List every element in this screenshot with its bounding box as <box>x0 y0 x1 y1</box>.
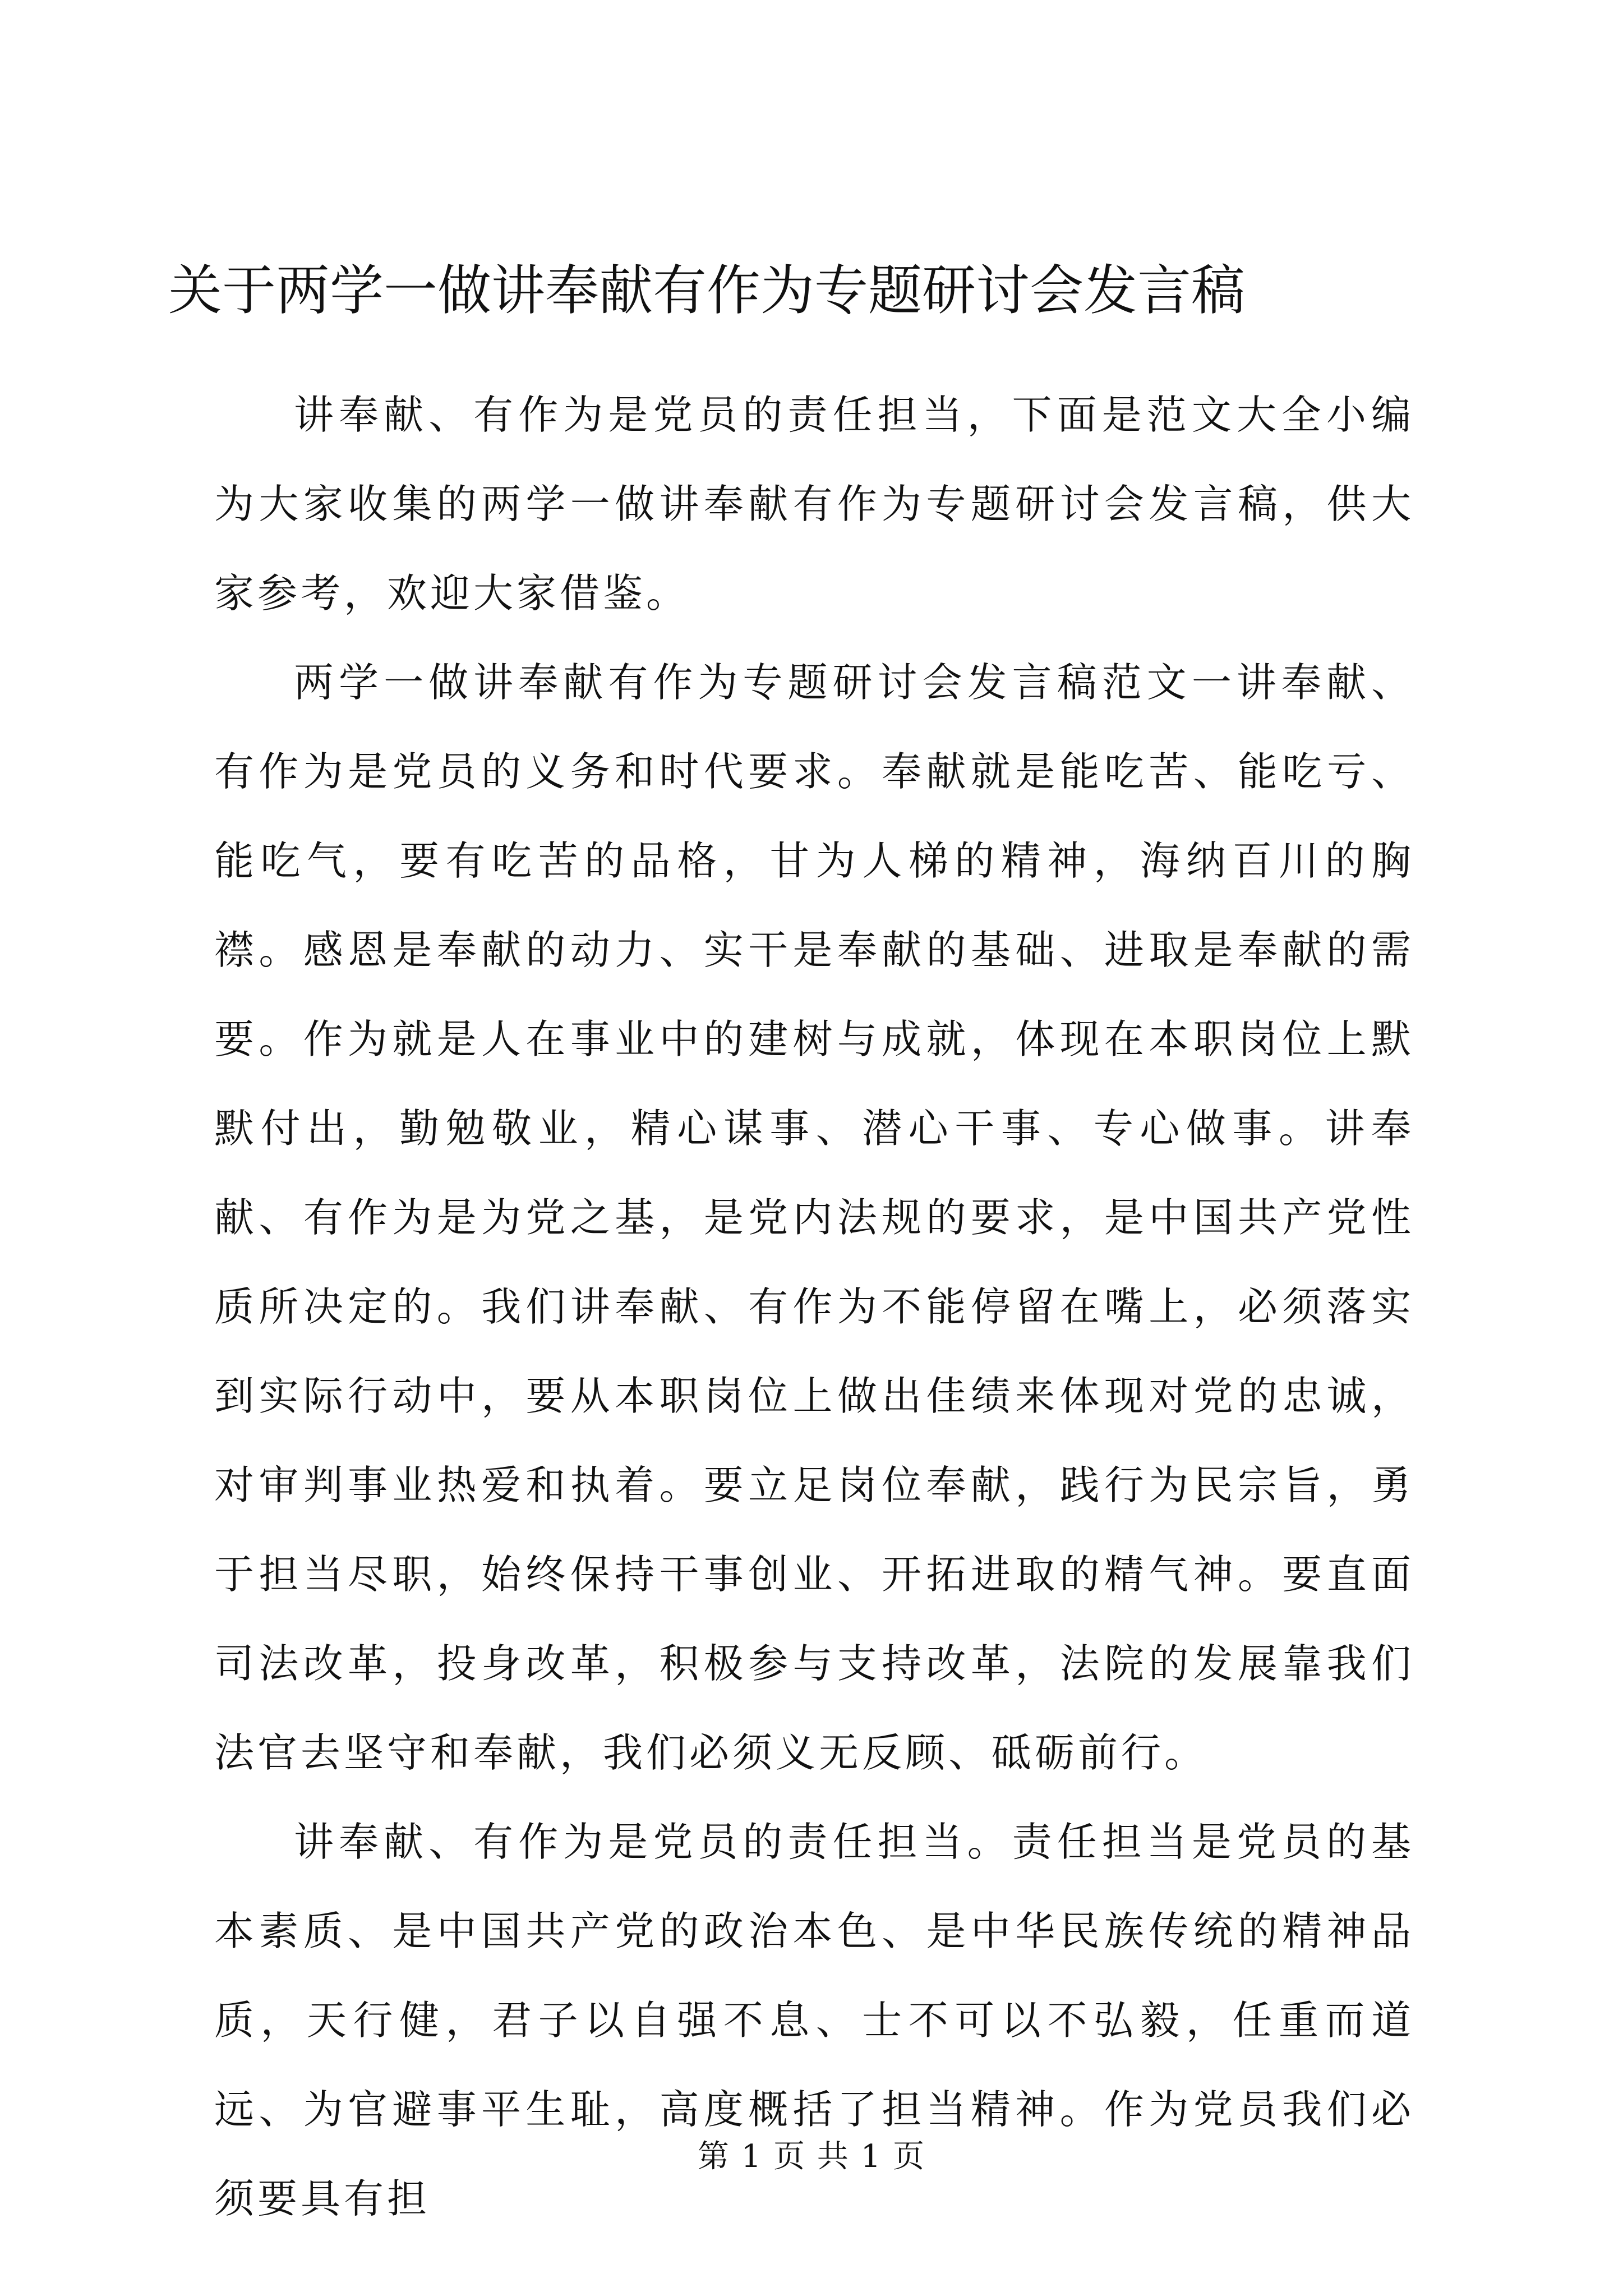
document-body <box>214 370 1414 2243</box>
document-title: 关于两学一做讲奉献有作为专题研讨会发言稿 <box>168 259 1245 322</box>
paragraph-intro: 讲奉献、有作为是党员的责任担当，下面是范文大全小编为大家收集的两学一做讲奉献有作为专题研讨会发言稿，供大家参考，欢迎大家借鉴。 <box>214 392 1414 616</box>
page-number-footer: 第 1 页 共 1 页 <box>697 2138 926 2175</box>
paragraph-sample-one: 两学一做讲奉献有作为专题研讨会发言稿范文一讲奉献、有作为是党员的义务和时代要求。奉献就是能吃苦、能吃亏、能吃气，要有吃苦的品格，甘为人梯的精神，海纳百川的胸襟。感恩是奉献的动力、实干是奉献的基础、进取是奉献的需要。作为就是人在事业中的建树与成就，体现在本职岗位上默默付出，勤勉敬业，精心谋事、潜心干事、专心做事。讲奉献、有作为是为党之基，是党内法规的要求，是中国共产党性质所决定的。我们讲奉献、有作为不能停留在嘴上，必须落实到实际行动中，要从本职岗位上做出佳绩来体现对党的忠诚，对审判事业热爱和执着。要立足岗位奉献，践行为民宗旨，勇于担当尽职，始终保持干事创业、开拓进取的精气神。要直面司法改革，投身改革，积极参与支持改革，法院的发展靠我们法官去坚守和奉献，我们必须义无反顾、砥砺前行。 <box>214 659 1414 1776</box>
paragraph-responsibility: 讲奉献、有作为是党员的责任担当。责任担当是党员的基本素质、是中国共产党的政治本色、是中华民族传统的精神品质，天行健，君子以自强不息、士不可以不弘毅，任重而道远、为官避事平生耻，高度概括了担当精神。作为党员我们必须要具有担 <box>214 1819 1414 2222</box>
